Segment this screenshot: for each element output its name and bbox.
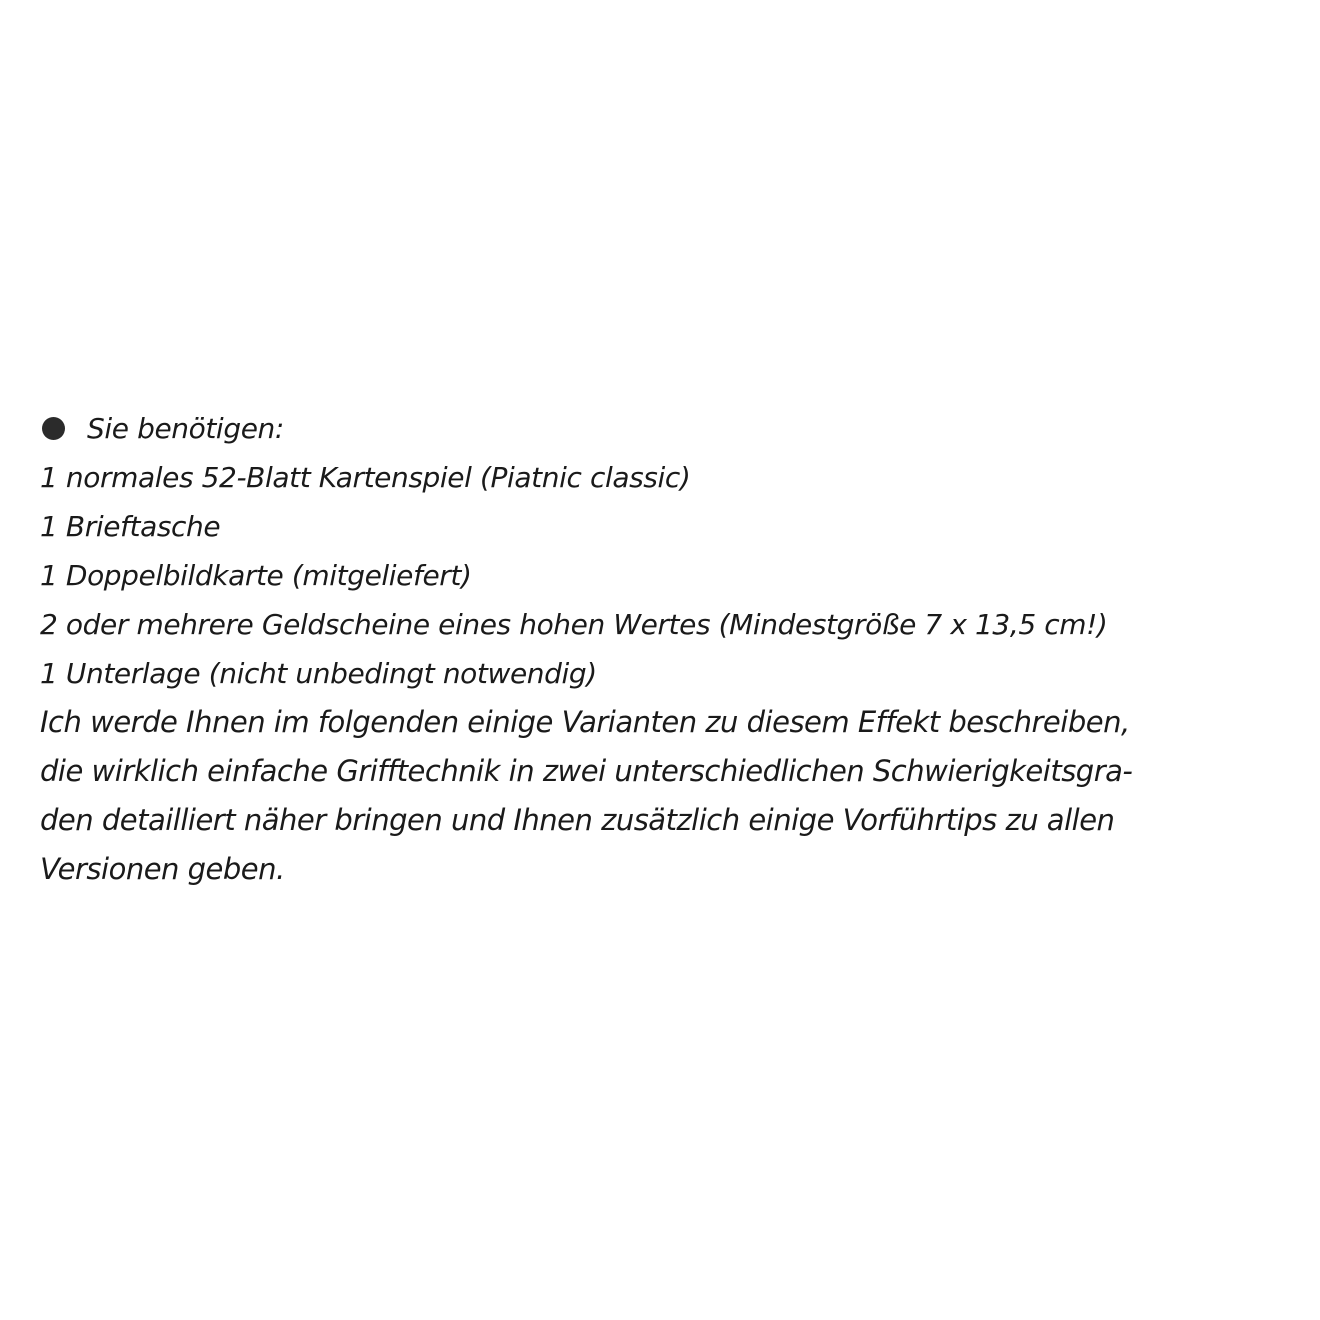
paragraph-line: Versionen geben. (40, 852, 285, 886)
text-block (40, 404, 1220, 894)
requirement-item: 1 Doppelbildkarte (mitgeliefert) (40, 559, 472, 592)
requirement-item: 1 Brieftasche (40, 510, 221, 543)
paragraph-line: die wirklich einfache Grifftechnik in zwei unterschiedlichen Schwierigkeitsgra- (40, 754, 1133, 788)
paragraph-line: Ich werde Ihnen im folgenden einige Varianten zu diesem Effekt beschreiben, (40, 705, 1130, 739)
bullet-icon (42, 417, 65, 440)
heading-line (40, 404, 1220, 453)
heading-text: Sie benötigen: (87, 412, 284, 445)
requirement-item: 2 oder mehrere Geldscheine eines hohen Wertes (Mindestgröße 7 x 13,5 cm!) (40, 608, 1108, 641)
requirement-item: 1 normales 52-Blatt Kartenspiel (Piatnic classic) (40, 461, 691, 494)
requirement-item: 1 Unterlage (nicht unbedingt notwendig) (40, 657, 597, 690)
paragraph-line: den detailliert näher bringen und Ihnen zusätzlich einige Vorführtips zu allen (40, 803, 1115, 837)
